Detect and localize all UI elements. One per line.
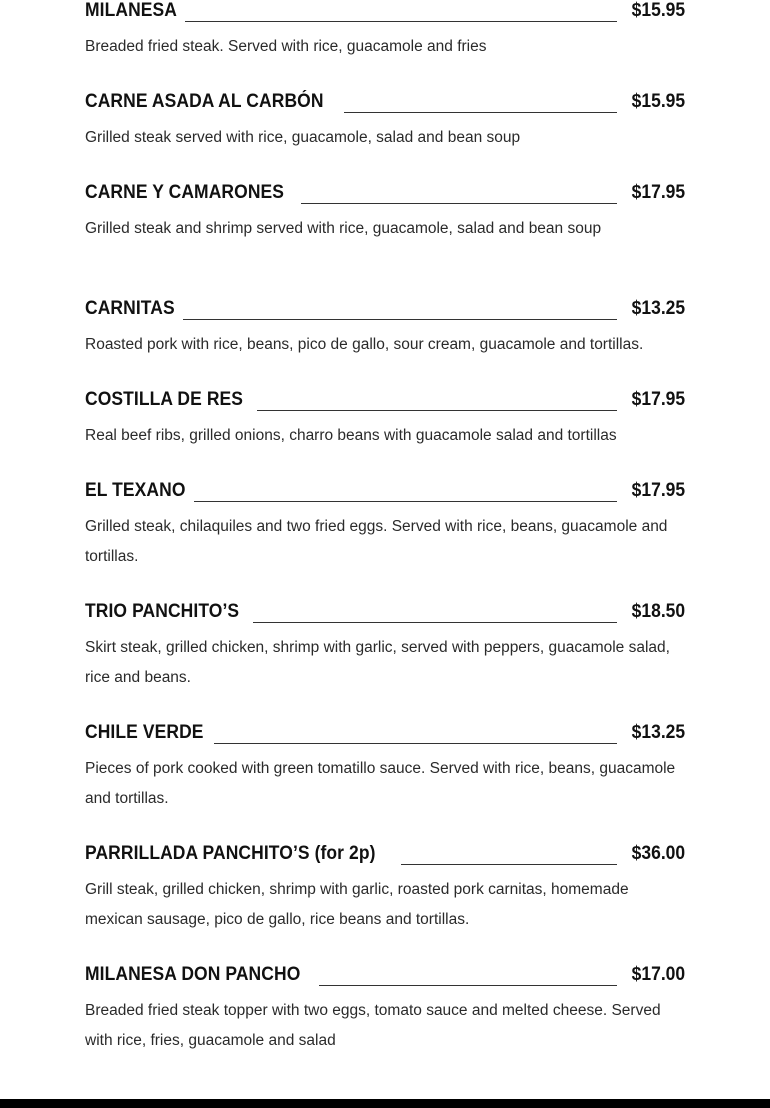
menu-item-description: Grilled steak, chilaquiles and two fried eggs. Served with rice, beans, guacamole and tortillas. [85, 518, 668, 565]
leader-line [257, 409, 617, 411]
menu-item-name: EL TEXANO [85, 480, 186, 501]
menu-item-milanesa-don-pancho [85, 964, 685, 1056]
menu-item-header [85, 722, 685, 746]
menu-item-name: CARNE ASADA AL CARBÓN [85, 91, 324, 112]
menu-item-header [85, 91, 685, 115]
menu-item-price: $13.25 [631, 298, 685, 319]
menu-item-description: Skirt steak, grilled chicken, shrimp with garlic, served with peppers, guacamole salad, rice and beans. [85, 639, 670, 686]
leader-line [301, 202, 617, 204]
menu-item-el-texano [85, 480, 685, 572]
menu-item-header [85, 298, 685, 322]
menu-item-name: CHILE VERDE [85, 722, 204, 743]
menu-item-price: $17.95 [631, 182, 685, 203]
menu-item-description: Grilled steak and shrimp served with rice, guacamole, salad and bean soup [85, 220, 602, 237]
menu-item-carne-y-camarones [85, 182, 685, 244]
menu-item-description: Grill steak, grilled chicken, shrimp with garlic, roasted pork carnitas, homemade mexican sausage, pico de gallo, rice beans and tortillas. [85, 881, 629, 928]
menu-item-price: $36.00 [631, 843, 685, 864]
menu-item-header [85, 843, 685, 867]
leader-line [344, 111, 617, 113]
menu-item-carne-asada [85, 91, 685, 153]
menu-item-header [85, 182, 685, 206]
menu-item-header [85, 601, 685, 625]
menu-item-description: Grilled steak served with rice, guacamole, salad and bean soup [85, 129, 521, 146]
menu-item-name: PARRILLADA PANCHITO’S (for 2p) [85, 843, 376, 864]
menu-item-price: $13.25 [631, 722, 685, 743]
menu-item-parrillada-panchitos [85, 843, 685, 935]
menu-item-header [85, 0, 685, 24]
menu-item-description: Roasted pork with rice, beans, pico de gallo, sour cream, guacamole and tortillas. [85, 336, 644, 353]
menu-item-name: TRIO PANCHITO’S [85, 601, 240, 622]
footer-bar [0, 1099, 770, 1108]
leader-line [253, 621, 617, 623]
menu-item-trio-panchitos [85, 601, 685, 693]
menu-item-header [85, 389, 685, 413]
menu-item-name: MILANESA [85, 0, 178, 21]
menu-item-header [85, 480, 685, 504]
menu-item-milanesa [85, 0, 685, 62]
leader-line [319, 984, 617, 986]
menu-item-costilla-de-res [85, 389, 685, 451]
menu-item-price: $15.95 [631, 91, 685, 112]
leader-line [185, 20, 617, 22]
menu-item-carnitas [85, 298, 685, 360]
menu-item-price: $17.95 [631, 389, 685, 410]
menu-item-description: Breaded fried steak. Served with rice, guacamole and fries [85, 38, 487, 55]
leader-line [214, 742, 617, 744]
menu-item-chile-verde [85, 722, 685, 814]
menu-item-name: CARNITAS [85, 298, 175, 319]
leader-line [194, 500, 617, 502]
menu-item-name: CARNE Y CAMARONES [85, 182, 285, 203]
leader-line [183, 318, 617, 320]
menu-item-name: COSTILLA DE RES [85, 389, 244, 410]
menu-item-name: MILANESA DON PANCHO [85, 964, 301, 985]
menu-item-description: Real beef ribs, grilled onions, charro beans with guacamole salad and tortillas [85, 427, 617, 444]
menu-item-description: Pieces of pork cooked with green tomatillo sauce. Served with rice, beans, guacamole and tortillas. [85, 760, 676, 807]
menu-item-price: $17.00 [631, 964, 685, 985]
menu-item-price: $17.95 [631, 480, 685, 501]
leader-line [401, 863, 617, 865]
menu-item-description: Breaded fried steak topper with two eggs, tomato sauce and melted cheese. Served with rice, fries, guacamole and salad [85, 1002, 661, 1049]
menu-item-price: $18.50 [631, 601, 685, 622]
menu-item-price: $15.95 [631, 0, 685, 21]
menu-item-header [85, 964, 685, 988]
